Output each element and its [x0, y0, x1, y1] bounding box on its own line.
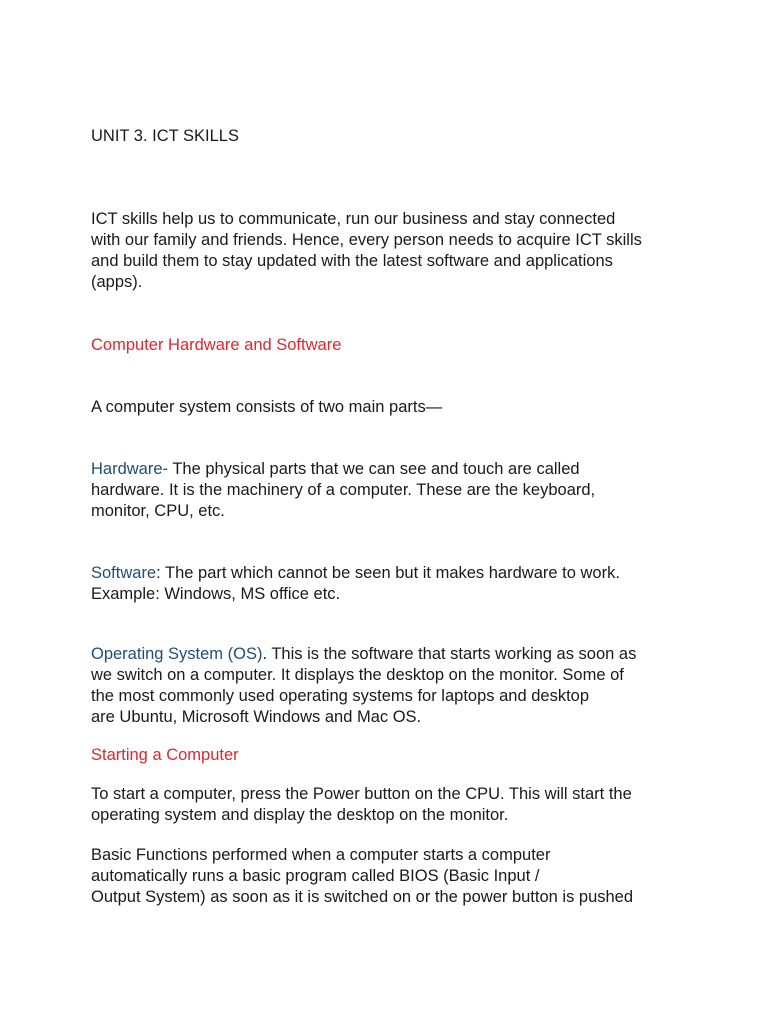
start-computer-paragraph: To start a computer, press the Power button on the CPU. This will start the operating system and display the desktop on the monitor. — [91, 785, 632, 824]
basic-functions-paragraph: Basic Functions performed when a computer starts a computer automatically runs a basic program called BIOS (Basic Input / Output System) as soon as it is switched on or the power button is pushed — [91, 846, 634, 906]
section-heading-starting-computer: Starting a Computer — [91, 746, 239, 764]
section-heading-hardware-software: Computer Hardware and Software — [91, 336, 342, 354]
operating-system-paragraph: Operating System (OS). This is the software that starts working as soon as we switch on a computer. It displays the desktop on the monitor. Some of the most commonly used operating systems for laptops and desktop are Ubuntu, Microsoft Windows and Mac OS. — [91, 645, 637, 726]
software-term: Software — [91, 564, 157, 582]
software-paragraph: Software: The part which cannot be seen but it makes hardware to work. Example: Windows, MS office etc. — [91, 564, 620, 603]
document-title: UNIT 3. ICT SKILLS — [91, 127, 239, 145]
intro-paragraph: ICT skills help us to communicate, run our business and stay connected with our family and friends. Hence, every person needs to acquire ICT skills and build them to stay updated with the latest software and applications (apps). — [91, 210, 642, 291]
hardware-term: Hardware- — [91, 460, 169, 478]
operating-system-term: Operating System (OS) — [91, 645, 263, 663]
hardware-paragraph: Hardware- The physical parts that we can see and touch are called hardware. It is the machinery of a computer. These are the keyboard, monitor, CPU, etc. — [91, 460, 596, 520]
system-parts-lead: A computer system consists of two main parts— — [91, 398, 443, 416]
